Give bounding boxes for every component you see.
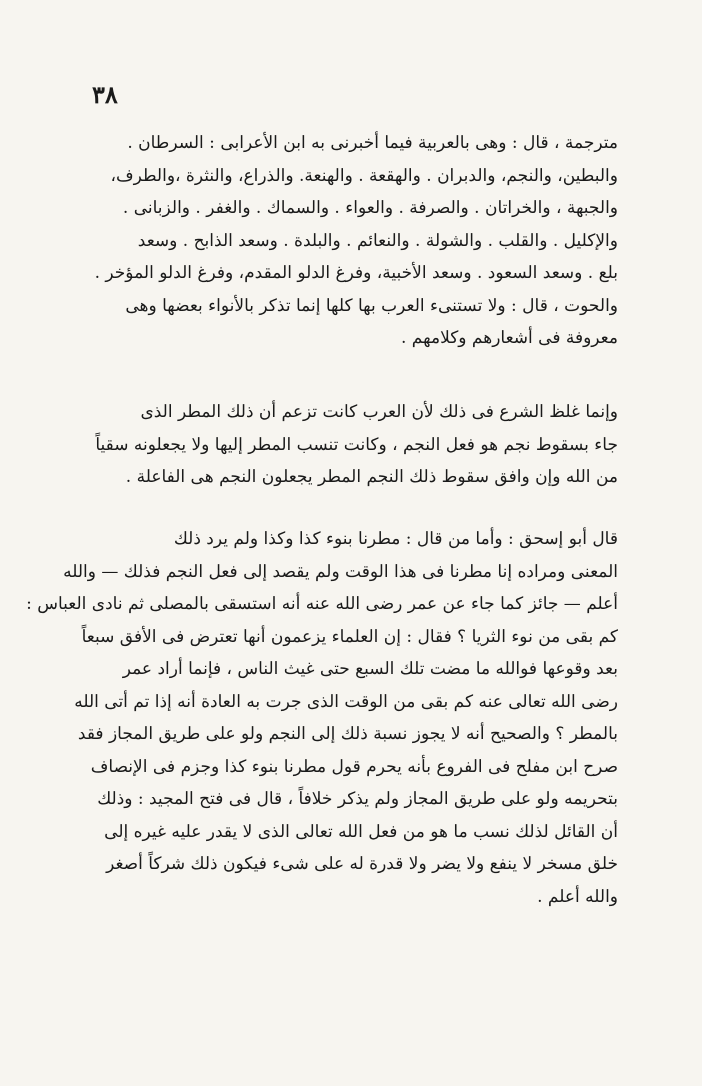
text-line: المعنى ومراده إنا مطرنا فى هذا الوقت ولم يقصد إلى فعل النجم فذلك — والله xyxy=(63,561,618,582)
text-line: والبطين، والنجم، والدبران . والهقعة . والهنعة. والذراع، والنثرة ،والطرف، xyxy=(110,165,618,186)
text-line: والإكليل . والقلب . والشولة . والنعائم . والبلدة . وسعد الذابح . وسعد xyxy=(137,230,618,251)
text-line: والجبهة ، والخراتان . والصرفة . والعواء . والسماك . والغفر . والزبانى . xyxy=(122,198,618,218)
paragraph-3 xyxy=(26,523,618,913)
text-line: بتحريمه ولو على طريق المجاز ولم يذكر خلافاً ، قال فى فتح المجيد : وذلك xyxy=(97,789,618,809)
text-line: بالمطر ؟ والصحيح أنه لا يجوز نسبة ذلك إلى النجم ولو على طريق المجاز فقد xyxy=(77,724,618,744)
text-line: جاء بسقوط نجم هو فعل النجم ، وكانت تنسب المطر إليها ولا يجعلونه سقياً xyxy=(95,434,618,455)
text-line: مترجمة ، قال : وهى بالعربية فيما أخبرنى به ابن الأعرابى : السرطان . xyxy=(127,133,618,153)
text-line: والحوت ، قال : ولا تستنىء العرب بها كلها إنما تذكر بالأنواء بعضها وهى xyxy=(125,295,618,316)
paragraph-1 xyxy=(94,127,618,355)
text-line: قال أبو إسحق : وأما من قال : مطرنا بنوء كذا وكذا ولم يرد ذلك xyxy=(173,529,618,549)
text-line: أن القائل لذلك نسب ما هو من فعل الله تعالى الذى لا يقدر عليه غيره إلى xyxy=(104,821,618,842)
text-line: بعد وقوعها فوالله ما مضت تلك السبع حتى غيث الناس ، فإنما أراد عمر xyxy=(122,659,618,679)
text-line: والله أعلم . xyxy=(537,886,618,907)
text-line: رضى الله تعالى عنه كم بقى من الوقت الذى جرت به العادة أنه إذا تم أتى الله xyxy=(74,691,618,712)
text-line: كم بقى من نوء الثريا ؟ فقال : إن العلماء يزعمون أنها تعترض فى الأفق سبعاً xyxy=(81,626,618,647)
text-line: معروفة فى أشعارهم وكلامهم . xyxy=(401,328,618,348)
text-line: وإنما غلظ الشرع فى ذلك لأن العرب كانت تزعم أن ذلك المطر الذى xyxy=(140,402,618,422)
paragraph-2 xyxy=(95,396,618,494)
text-line: من الله وإن وافق سقوط ذلك النجم المطر يجعلون النجم هى الفاعلة . xyxy=(125,467,618,487)
text-line: أعلم — جائز كما جاء عن عمر رضى الله عنه أنه استسقى بالمصلى ثم نادى العباس : xyxy=(26,594,618,614)
text-line: خلق مسخر لا ينفع ولا يضر ولا قدرة له على شىء فيكون ذلك شركاً أصغر xyxy=(106,854,618,874)
text-line: صرح ابن مفلح فى الفروع بأنه يحرم قول مطرنا بنوء كذا وجزم فى الإنصاف xyxy=(90,756,618,777)
text-line: بلع . وسعد السعود . وسعد الأخبية، وفرغ الدلو المقدم، وفرغ الدلو المؤخر . xyxy=(94,263,618,283)
page-number: ٣٨ xyxy=(92,80,118,109)
